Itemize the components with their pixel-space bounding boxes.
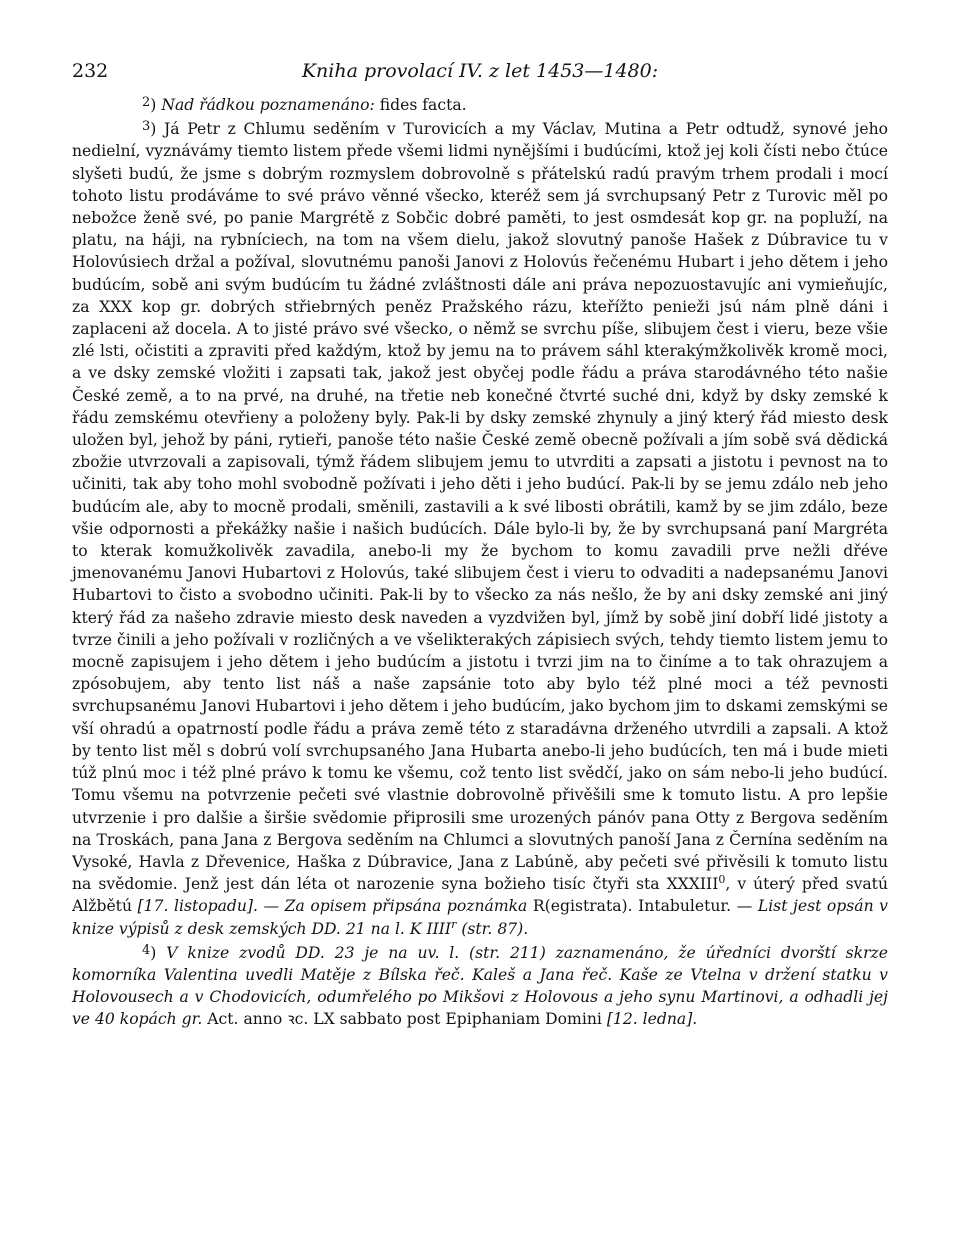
footnote-3-folio-superscript: r [451, 917, 457, 931]
footnote-4: $^4$) V knize zvodů DD. 23 je na uv. l. (str. 211) zaznamenáno, že úředníci dvorští skrze komorníka Valentina uvedli Matěje z Bílska řeč. Kaleš a Jana řeč. Kaše ze Vtelna v držení statku v Holovousech a v Chodovicích, odumřelého po Mikšovi z Holovous a jeho synu Martinovi, a odhadli jej ve 40 kopách gr. Act. anno ꝛc. LX sabbato post Epiphaniam Domini [12. ledna]. [72, 942, 888, 1029]
page-number: 232 [72, 60, 109, 82]
footnote-3-italic-2: List jest opsán v knize výpisů z desk zemských DD. 21 na l. K IIII [72, 897, 888, 938]
document-page [72, 60, 888, 1033]
footnote-3-italic-1: [17. listopadu]. — Za opisem připsána poznámka [137, 897, 528, 916]
footnote-4-italic-end: [12. ledna]. [606, 1010, 698, 1029]
footnote-2-italic: Nad řádkou poznamenáno: [161, 96, 375, 114]
footnote-4-italic: V knize zvodů DD. 23 je na uv. l. (str. 211) zaznamenáno, že úředníci dvorští skrze komorníka Valentina uvedli Matěje z Bílska řeč. Kaleš a Jana řeč. Kaše ze Vtelna v držení statku v Holovousech a v Chodovicích, odumřelého po Mikšovi z Holovous a jeho synu Martinovi, a odhadli jej ve 40 kopách gr. [72, 943, 888, 1029]
footnote-3-text-3: R(egistrata). Intabuletur. — [527, 897, 758, 916]
running-title: Kniha provolací IV. z let 1453—1480: [301, 60, 659, 82]
footnote-3-text: Já Petr z Chlumu seděním v Turovicích a my Václav, Mutina a Petr odtudž, synové jeho nedielní, vyznávámy tiemto listem přede všemi lidmi nynějšími i budúcími, ktož jej koli čísti nebo čtúce slyšeti budú, že jsme s dobrým rozmyslem dobrovolně s přátelskú radú pravým trhem prodali i mocí tohoto listu prodáváme to své právo věnné všecko, kteréž sem já svrchupsaný Petr z Turovic měl po nebožce ženě své, po panie Margrétě z Sobčic dobré paměti, to jest osmdesát kop gr. na popluží, na platu, na háji, na rybníciech, na tom na všem dielu, jakož slovutný panoše Hašek z Dúbravice tu v Holovúsiech držal a požíval, slovutnému panoši Janovi z Holovús řečenému Hubart i jeho dětem i jeho budúcím, sobě ani svým budúcím tu žádné zvláštnosti dále ani práva nepozuostavujíc ani vymieňujíc, za XXX kop gr. dobrých střiebrných peněz Pražského rázu, kteřížto penieži jsú nám plně dáni i zaplaceni až docela. A to jisté právo své všecko, o němž se svrchu píše, slibujem čest i vieru, beze všie zlé lsti, očistiti a zpraviti před každým, ktož by jemu na to právem sáhl kterakýmžkolivěk kromě moci, a ve dsky zemské vložiti i zapsati tak, jakož jest obyčej podle řádu a práva starodávného této našie České země, a to na prvé, na druhé, na třetie neb konečné čtvrté suché dni, když by dsky zemské k řádu zemskému otevřieny a položeny byly. Pak-li by dsky zemské zhynuly a jiný který řád miesto desk uložen byl, jehož by páni, rytieři, panoše této našie České země obecně požívali a jím sobě svá dědická zbožie utvrzovali a zapisovali, týmž řádem slibujem jemu to utvrditi a zapsati a jistotu i pevnost na to učiniti, tak aby toho mohl svobodně požívati i jeho děti i jeho budúcí. Pak-li by se jemu zdálo neb jeho budúcím ale, aby to mocně prodali, směnili, zastavili a k své libosti obrátili, kamž by se jim zdálo, beze všie odpornosti a překážky našie i našich budúcích. Dále bylo-li by, že by svrchupsaná paní Margréta to kterak komužkolivěk zavadila, anebo-li my že bychom to komu zavadili prve nežli dřéve jmenovanému Janovi Hubartovi z Holovús, také slibujem čest i vieru to odvaditi a nadepsanému Janovi Hubartovi to čisto a svobodno učiniti. Pak-li by to všecko za nás nešlo, že by ani dsky zemské ani jiný který řád za našeho zdravie miesto desk naveden a vyzdvižen byl, jímž by sobě jiní dobří lidé jistoty a tvrze činili a jeho požívali v rozličných a ve všelikterakých zápisiech svých, tehdy tiemto listem jemu to mocně zapisujem i jeho dětem i jeho budúcím a jistotu i tvrzi jim na to činíme a to tak ohrazujem a zpósobujem, aby tento list náš a naše zapsánie toto aby bylo též plné moci a též pevnosti svrchupsanému Janovi Hubartovi i jeho dětem i jeho budúcím, jako bychom jim to dskami zemskými se vší ohradú a opatrností podle řádu a práva země této z staradávna drženého utvrdili a zapsali. A ktož by tento list měl s dobrú volí svrchupsaného Jana Hubarta anebo-li jeho budúcích, ten má i bude mieti túž plnú moc i též plné právo k tomu ke všemu, což tento list svědčí, jako on sám nebo-li jeho budúcí. Tomu všemu na potvrzenie pečeti své vlastnie dobrovolně přivěšili sme k tomuto listu. A pro lepšie utvrzenie i pro dalšie a širšie svědomie připrosili sme urozených pánóv pana Otty z Bergova seděním na Troskách, pana Jana z Bergova seděním na Chlumci a slovutných panoší Jana z Černína seděním na Vysoké, Havla z Dřevenice, Haška z Dúbravice, Jana z Labúně, aby pečeti své přivěsili k tomuto listu na svědomie. Jenž jest dán léta ot narozenie syna božieho tisíc čtyři sta XXXIII [72, 120, 889, 894]
footnote-3-year-superscript: 0 [718, 872, 726, 886]
footnotes [72, 94, 888, 1031]
footnote-marker: 2 [142, 95, 151, 110]
footnote-4-text: Act. anno ꝛc. LX sabbato post Epiphaniam Domini [202, 1010, 607, 1029]
footnote-marker: 4 [142, 942, 151, 958]
footnote-marker: 3 [142, 119, 151, 135]
footnote-3-text-2: , v úterý před svatú Alžbětú [72, 875, 888, 916]
footnote-3: $^3$) Já Petr z Chlumu seděním v Turovicích a my Václav, Mutina a Petr odtudž, synové jeho nedielní, vyznávámy tiemto listem přede všemi lidmi nynějšími i budúcími, ktož jej koli čísti nebo čtúce slyšeti budú, že jsme s dobrým rozmyslem dobrovolně s přátelskú radú pravým trhem prodali i mocí tohoto listu prodáváme to své právo věnné všecko, kteréž sem já svrchupsaný Petr z Turovic měl po nebožce ženě své, po panie Margrétě z Sobčic dobré paměti, to jest osmdesát kop gr. na popluží, na platu, na háji, na rybníciech, na tom na všem dielu, jakož slovutný panoše Hašek z Dúbravice tu v Holovúsiech držal a požíval, slovutnému panoši Janovi z Holovús řečenému Hubart i jeho dětem i jeho budúcím, sobě ani svým budúcím tu žádné zvláštnosti dále ani práva nepozuostavujíc ani vymieňujíc, za XXX kop gr. dobrých střiebrných peněz Pražského rázu, kteřížto penieži jsú nám plně dáni i zaplaceni až docela. A to jisté právo své všecko, o němž se svrchu píše, slibujem čest i vieru, beze všie zlé lsti, očistiti a zpraviti před každým, ktož by jemu na to právem sáhl kterakýmžkolivěk kromě moci, a ve dsky zemské vložiti i zapsati tak, jakož jest obyčej podle řádu a práva starodávného této našie České země, a to na prvé, na druhé, na třetie neb konečné čtvrté suché dni, když by dsky zemské k řádu zemskému otevřieny a položeny byly. Pak-li by dsky zemské zhynuly a jiný který řád miesto desk uložen byl, jehož by páni, rytieři, panoše této našie České země obecně požívali a jím sobě svá dědická zbožie utvrzovali a zapisovali, týmž řádem slibujem jemu to utvrditi a zapsati a jistotu i pevnost na to učiniti, tak aby toho mohl svobodně požívati i jeho děti i jeho budúcí. Pak-li by se jemu zdálo neb jeho budúcím ale, aby to mocně prodali, směnili, zastavili a k své libosti obrátili, kamž by se jim zdálo, beze všie odpornosti a překážky našie i našich budúcích. Dále bylo-li by, že by svrchupsaná paní Margréta to kterak komužkolivěk zavadila, anebo-li my že bychom to komu zavadili prve nežli dřéve jmenovanému Janovi Hubartovi z Holovús, také slibujem čest i vieru to odvaditi a nadepsanému Janovi Hubartovi to čisto a svobodno učiniti. Pak-li by to všecko za nás nešlo, že by ani dsky zemské ani jiný který řád za našeho zdravie miesto desk naveden a vyzdvižen byl, jímž by sobě jiní dobří lidé jistoty a tvrze činili a jeho požívali v rozličných a ve všelikterakých zápisiech svých, tehdy tiemto listem jemu to mocně zapisujem i jeho dětem i jeho budúcím a jistotu i tvrzi jim na to činíme a to tak ohrazujem a zpósobujem, aby tento list náš a naše zapsánie toto aby bylo též plné moci a též pevnosti svrchupsanému Janovi Hubartovi i jeho dětem i jeho budúcím, jako bychom jim to dskami zemskými se vší ohradú a opatrností podle řádu a práva země této z staradávna drženého utvrdili a zapsali. A ktož by tento list měl s dobrú volí svrchupsaného Jana Hubarta anebo-li jeho budúcích, ten má i bude mieti túž plnú moc i též plné právo k tomu ke všemu, což tento list svědčí, jako on sám nebo-li jeho budúcí. Tomu všemu na potvrzenie pečeti své vlastnie dobrovolně přivěšili sme k tomuto listu. A pro lepšie utvrzenie i pro dalšie a širšie svědomie připrosili sme urozených pánóv pana Otty z Bergova seděním na Troskách, pana Jana z Bergova seděním na Chlumci a slovutných panoší Jana z Černína seděním na Vysoké, Havla z Dřevenice, Haška z Dúbravice, Jana z Labúně, aby pečeti své přivěsili k tomuto listu na svědomie. Jenž jest dán léta ot narozenie syna božieho tisíc čtyři sta XXXIII$^0$, v úterý před svatú Alžbětú [17. listopadu]. — Za opisem připsána poznámka R(egistrata). Intabuletur. — List jest opsán v knize výpisů z desk zemských DD. 21 na l. K IIII$^r$ (str. 87). [72, 119, 889, 938]
footnote-2-text: fides facta. [374, 96, 467, 114]
page-header [72, 60, 888, 94]
footnote-3-italic-3: (str. 87). [456, 919, 529, 938]
footnote-2: $^2$) Nad řádkou poznamenáno: fides facta. [142, 95, 467, 114]
